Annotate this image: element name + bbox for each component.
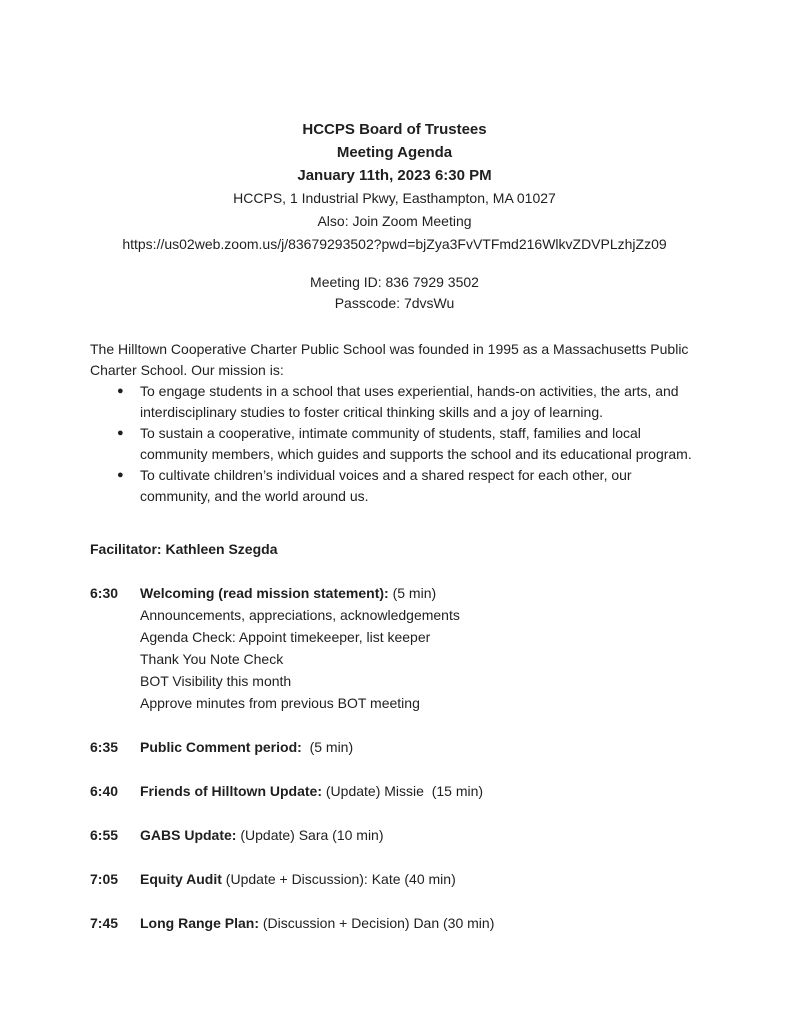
agenda-detail: (Update) Missie (15 min) <box>322 783 484 799</box>
agenda-time: 7:05 <box>90 871 119 887</box>
mission-bullet-text: To sustain a cooperative, intimate community of students, staff, families and local community members, which guides and supports the school and its educational program. <box>140 425 692 462</box>
agenda-item-content <box>140 912 699 934</box>
agenda-item <box>90 824 699 846</box>
mission-bullet <box>90 465 699 507</box>
mission-bullet-text: To engage students in a school that uses experiential, hands-on activities, the arts, and interdisciplinary studies to foster critical thinking skills and a joy of learning. <box>140 383 679 420</box>
agenda-item <box>90 780 699 802</box>
agenda-time: 7:45 <box>90 915 119 931</box>
mission-bullet-text: To cultivate children’s individual voices and a shared respect for each other, our community, and the world around us. <box>140 467 632 504</box>
agenda-subline: Announcements, appreciations, acknowledgements <box>140 607 460 623</box>
agenda-detail: (Update + Discussion): Kate (40 min) <box>221 871 456 887</box>
agenda-detail: (Update) Sara (10 min) <box>236 827 384 843</box>
passcode: Passcode: 7dvsWu <box>334 295 455 311</box>
mission-intro: The Hilltown Cooperative Charter Public School was founded in 1995 as a Massachusetts Public Charter School. Our mission is: <box>90 341 689 378</box>
agenda-detail: (5 min) <box>388 585 437 601</box>
agenda-title: Public Comment period: <box>140 739 302 755</box>
agenda-subline: Approve minutes from previous BOT meeting <box>140 695 420 711</box>
agenda-item <box>90 912 699 934</box>
bullet-icon: ● <box>117 469 124 481</box>
document-header <box>90 118 699 314</box>
agenda-title: Long Range Plan: <box>140 915 259 931</box>
agenda-section <box>90 582 699 934</box>
agenda-title-line <box>140 912 699 934</box>
doc-subtitle: Meeting Agenda <box>336 144 453 161</box>
zoom-url-link[interactable]: https://us02web.zoom.us/j/83679293502?pwd=bjZya3FvVTFmd216WlkvZDVPLzhjZz09 <box>122 236 667 252</box>
zoom-join-label: Also: Join Zoom Meeting <box>317 213 472 229</box>
agenda-title-line <box>140 868 699 890</box>
mission-bullet <box>90 423 699 465</box>
agenda-title: Welcoming (read mission statement): <box>140 585 389 601</box>
bullet-icon: ● <box>117 427 124 439</box>
agenda-item-content <box>140 824 699 846</box>
doc-title: HCCPS Board of Trustees <box>302 121 487 138</box>
agenda-time: 6:55 <box>90 827 119 843</box>
doc-location: HCCPS, 1 Industrial Pkwy, Easthampton, MA 01027 <box>233 190 556 206</box>
mission-bullet <box>90 381 699 423</box>
mission-section <box>90 339 699 507</box>
agenda-time: 6:40 <box>90 783 119 799</box>
agenda-title: GABS Update: <box>140 827 237 843</box>
agenda-subline: Agenda Check: Appoint timekeeper, list keeper <box>140 629 431 645</box>
bullet-icon: ● <box>117 385 124 397</box>
agenda-item-content <box>140 736 699 758</box>
agenda-time: 6:35 <box>90 739 119 755</box>
agenda-item-content <box>140 582 699 714</box>
agenda-item <box>90 868 699 890</box>
agenda-item <box>90 582 699 714</box>
agenda-time: 6:30 <box>90 585 119 601</box>
agenda-subline: Thank You Note Check <box>140 651 284 667</box>
agenda-detail: (Discussion + Decision) Dan (30 min) <box>259 915 495 931</box>
agenda-detail: (5 min) <box>301 739 354 755</box>
agenda-title-line <box>140 736 699 758</box>
agenda-item <box>90 736 699 758</box>
agenda-title-line <box>140 780 699 802</box>
meeting-id: Meeting ID: 836 7929 3502 <box>310 274 479 290</box>
agenda-subline: BOT Visibility this month <box>140 673 292 689</box>
spacer <box>90 256 699 272</box>
agenda-item-content <box>140 780 699 802</box>
agenda-title-line <box>140 582 699 604</box>
doc-datetime: January 11th, 2023 6:30 PM <box>297 167 492 184</box>
mission-bullet-list <box>90 381 699 507</box>
agenda-title: Equity Audit <box>140 871 222 887</box>
agenda-item-content <box>140 868 699 890</box>
agenda-title-line <box>140 824 699 846</box>
agenda-title: Friends of Hilltown Update: <box>140 783 322 799</box>
facilitator-line: Facilitator: Kathleen Szegda <box>90 541 278 557</box>
